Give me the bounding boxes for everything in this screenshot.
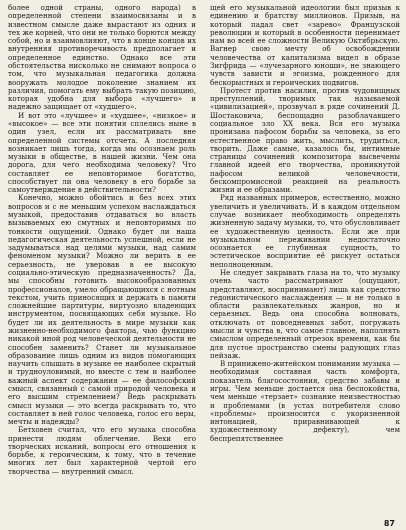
paragraph: более одной страны, одного народа) в определенной степени взаимосвязаны и в известном смысле даже вырастают из одних и тех же корней, что они не только борются между собой, но и взаимовлияют, что в конце концов их внутренняя противоречивость предполагает и определенное единство. Однако все эти обстоятельства нисколько не снимают вопроса о том, что музыкальная педагогика должна вооружать молодое поколение знанием их различия, помогать ему выбрать такую позицию, которая удобна для выбора «лучшего» и надежно защищает от «худшего». [8,3,196,112]
paragraph: В принижено-житейском понимании музыка — необходимая составная часть комфорта, показатель благосостояния, средство забавы и игры. Чем меньше достается она беспокойства, чем меньше «терзает» сознание неизвестностью и проблемами (в устах потребителя слово «проблемы» произносится с укоризненной интонацией, приравнивающей к художественному дефекту), чем беспрепятственнее [210,359,400,443]
paragraph: Бетховен считал, что его музыка способна принести людям облегчение. Вехи его творческих исканий, вопросы его отношения к борьбе, к героическим, к тому, что в течение многих лет был характерной чертой его творчества — внутренний смысл. [8,425,196,476]
paragraph: щей его музыкальной идеологии был призыв к единению и братству миллионов. Призыв, на который падал свет «зарево» Французской революции и который в особенности перенимает нам во всей ее сложности Великую Октябрьскую. Вагнер свою мечту об освобождении человечества от капитализма видел в образе Зигфрида — «лучезарного юноши», не знающего чувств зависти и эгоизма, рожденного для бескорыстных и героических подвигов. [210,3,400,87]
paragraph: Ряд названных примеров, естественно, можно увеличить и увеличивать. И в каждом отдельном случае возникает необходимость определять жизненную задачу музыки, то, что обусловливает ее художественную ценность. Если же при музыкальном переживании недостаточно осознается ее глубинная сущность, то эстетическое восприятие её рискует остаться неполноценным. [210,193,400,269]
page-number: 87 [383,519,395,528]
paragraph: Конечно, можно обойтись и без всех этих вопросов и с не меньшим успехом наслаждаться музыкой, предоставив отдаваться во власть вызываемых ею смутных и неповторимых по тонкости ощущений. Однако будет ли наша педагогическая деятельность успешной, если не задумываться над целями музыки, над самим феноменом музыки? Можно ли верить в ее серьезность, не уверовав в ее высокую социально-этическую предназначенность? Да, мы способны готовить высокообразованных профессионалов, умело обращающихся с нотным текстом, учить приносящих и держать в памяти сложнейшие партитуры, виртуозно владеющих инструментом, посвящающих себя музыке. Но будет ли их деятельность в мире музыки как жизненно-необходимого фактора, чью функцию никакой иной род человеческой деятельности не способен заменить? Станет ли музыкальное образование лишь одним из видов помогающих научить слышать в музыке ее наиболее скрытый и трудноуловимый, но вместе с тем и наиболее важный аспект содержания — ее философский смысл, связанный с самой природой человека и его высшим стремлением? Ведь раскрывать смысл музыки — это всегда раскрывать то, что составляет в ней голос человека, голос его веры, мечты и надежды? [8,193,196,427]
paragraph: И вот это «лучшее» и «худшее», «низкое» и «высокое» — все эти понятия сплелись ныне в один узел, если их рассматривать вне определенной системы отсчета. А последняя возникает лишь тогда, когда мы осознаем роль музыки в обществе, в нашей жизни. Чем она дорога, для чего необходима человеку? Что составляет ее неповторимое богатство, способствует ли она человеку в его борьбе за самоутверждение в действительности? [8,110,196,195]
left-column [8,4,196,476]
paragraph: Протест против насилия, против чудовищных преступлений, творимых так называемой «цивилизацией», прозвучал в ряде сочинений Д. Шостаковича, беспощадно разоблачавшего социальное зло XX века. Вся его музыка пронизана пафосом борьбы за человека, за его естественное право жить, мыслить, трудиться, творить. Даже самые, казалось бы, интимные страницы сочинений композитора высвечены главной идеей его творчества, проникнутой пафосом великой человечности, бескомпромиссной реакцией на реальность жизни и ее образами. [210,85,400,195]
right-column [210,4,400,443]
paragraph: Не следует закрывать глаза на то, что музыку очень часто рассматривают (ощущают, представляют, воспринимают) лишь как средство гедонистического наслаждения — и не только в области развлекательных жанров, но и серьезных. Ведь она способна волновать, отключать от повседневных забот, погружать мысли и чувства в, что самое главное, наполнять смыслом определенный отрезок времени, как бы для пустое пространство смены радующих глаз пейзаж. [210,268,400,360]
